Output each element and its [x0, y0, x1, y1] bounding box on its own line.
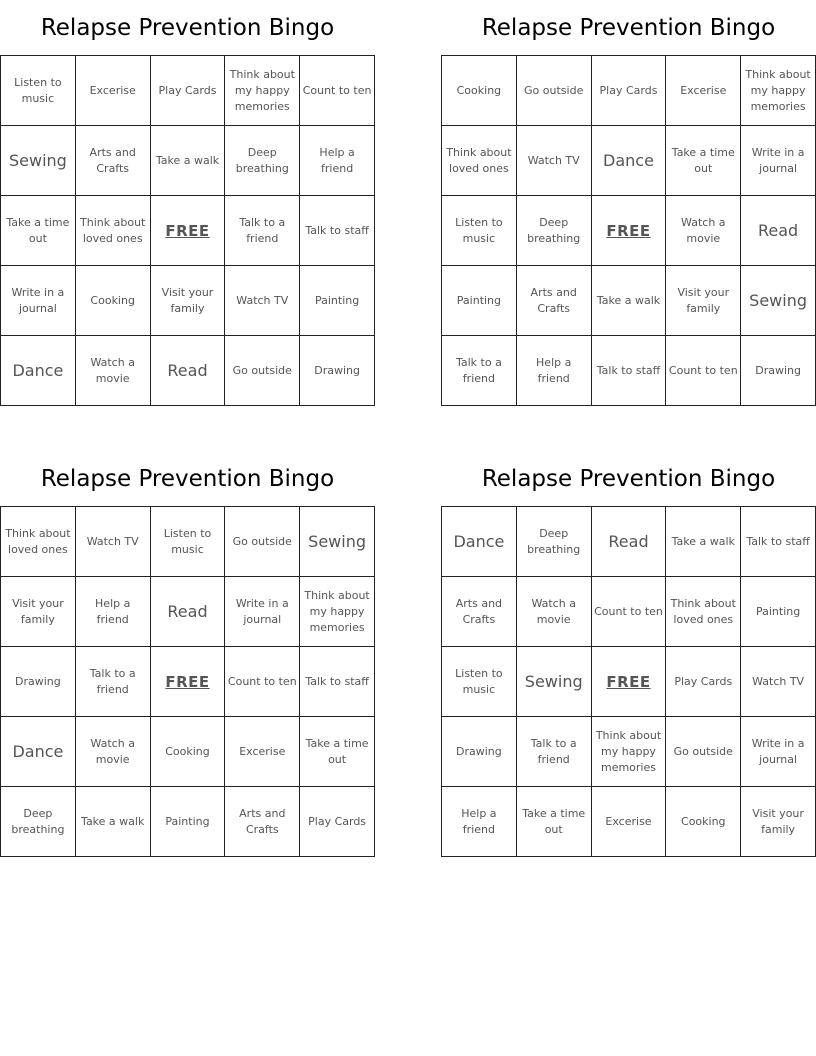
bingo-grid — [441, 506, 816, 857]
bingo-cell: Help a friend — [300, 126, 375, 196]
bingo-cell: Cooking — [151, 717, 226, 787]
free-cell: FREE — [592, 647, 667, 717]
bingo-cell: Watch TV — [225, 266, 300, 336]
card-title: Relapse Prevention Bingo — [481, 15, 776, 41]
bingo-cell: Take a time out — [517, 787, 592, 857]
bingo-cell: Take a time out — [300, 717, 375, 787]
bingo-cell: Dance — [1, 336, 76, 406]
bingo-cell: Count to ten — [300, 56, 375, 126]
bingo-cell: Take a walk — [151, 126, 226, 196]
bingo-cell: Read — [151, 577, 226, 647]
bingo-cell: Dance — [1, 717, 76, 787]
bingo-cell: Visit your family — [741, 787, 816, 857]
bingo-cell: Deep breathing — [1, 787, 76, 857]
bingo-cell: Take a time out — [1, 196, 76, 266]
bingo-cell: Talk to staff — [741, 507, 816, 577]
bingo-cell: Cooking — [442, 56, 517, 126]
bingo-cell: Go outside — [225, 507, 300, 577]
bingo-cell: Write in a journal — [225, 577, 300, 647]
bingo-cell: Play Cards — [300, 787, 375, 857]
bingo-cell: Read — [151, 336, 226, 406]
bingo-cell: Arts and Crafts — [225, 787, 300, 857]
card-title: Relapse Prevention Bingo — [481, 466, 776, 492]
bingo-cell: Deep breathing — [517, 507, 592, 577]
bingo-cell: Watch TV — [517, 126, 592, 196]
bingo-cell: Help a friend — [76, 577, 151, 647]
bingo-grid — [0, 55, 375, 406]
bingo-cell: Visit your family — [151, 266, 226, 336]
bingo-cell: Listen to music — [151, 507, 226, 577]
bingo-cell: Excerise — [666, 56, 741, 126]
bingo-cell: Cooking — [76, 266, 151, 336]
card-title: Relapse Prevention Bingo — [40, 466, 335, 492]
bingo-cell: Sewing — [1, 126, 76, 196]
bingo-cell: Painting — [442, 266, 517, 336]
bingo-cell: Drawing — [300, 336, 375, 406]
bingo-cell: Visit your family — [666, 266, 741, 336]
bingo-cell: Arts and Crafts — [442, 577, 517, 647]
bingo-cell: Think about loved ones — [76, 196, 151, 266]
bingo-cell: Read — [592, 507, 667, 577]
free-cell: FREE — [592, 196, 667, 266]
bingo-cell: Talk to a friend — [442, 336, 517, 406]
bingo-cell: Watch a movie — [76, 717, 151, 787]
bingo-cell: Help a friend — [517, 336, 592, 406]
free-cell: FREE — [151, 647, 226, 717]
bingo-cell: Think about loved ones — [442, 126, 517, 196]
bingo-cell: Think about my happy memories — [741, 56, 816, 126]
bingo-cell: Take a walk — [666, 507, 741, 577]
bingo-cell: Sewing — [300, 507, 375, 577]
bingo-cell: Go outside — [517, 56, 592, 126]
bingo-cell: Write in a journal — [1, 266, 76, 336]
bingo-cell: Take a walk — [592, 266, 667, 336]
bingo-cell: Watch a movie — [517, 577, 592, 647]
bingo-cell: Dance — [442, 507, 517, 577]
bingo-cell: Watch a movie — [76, 336, 151, 406]
bingo-cell: Help a friend — [442, 787, 517, 857]
bingo-cell: Excerise — [76, 56, 151, 126]
bingo-cell: Drawing — [1, 647, 76, 717]
bingo-cell: Write in a journal — [741, 717, 816, 787]
bingo-cell: Arts and Crafts — [517, 266, 592, 336]
bingo-cell: Sewing — [741, 266, 816, 336]
bingo-cell: Think about my happy memories — [300, 577, 375, 647]
bingo-cell: Talk to a friend — [225, 196, 300, 266]
bingo-cell: Watch a movie — [666, 196, 741, 266]
bingo-cell: Painting — [741, 577, 816, 647]
bingo-cell: Talk to a friend — [76, 647, 151, 717]
bingo-cell: Excerise — [592, 787, 667, 857]
bingo-cell: Think about loved ones — [1, 507, 76, 577]
bingo-cell: Count to ten — [225, 647, 300, 717]
bingo-cell: Take a time out — [666, 126, 741, 196]
bingo-cell: Listen to music — [442, 196, 517, 266]
bingo-cell: Listen to music — [442, 647, 517, 717]
bingo-cell: Dance — [592, 126, 667, 196]
bingo-cell: Write in a journal — [741, 126, 816, 196]
bingo-cell: Watch TV — [741, 647, 816, 717]
bingo-cell: Go outside — [666, 717, 741, 787]
bingo-grid — [0, 506, 375, 857]
bingo-cell: Talk to a friend — [517, 717, 592, 787]
bingo-cell: Go outside — [225, 336, 300, 406]
bingo-cell: Arts and Crafts — [76, 126, 151, 196]
bingo-cell: Cooking — [666, 787, 741, 857]
bingo-cell: Deep breathing — [517, 196, 592, 266]
bingo-cell: Take a walk — [76, 787, 151, 857]
bingo-cell: Count to ten — [592, 577, 667, 647]
bingo-cell: Play Cards — [666, 647, 741, 717]
bingo-cell: Drawing — [442, 717, 517, 787]
bingo-cell: Play Cards — [151, 56, 226, 126]
bingo-cell: Think about my happy memories — [225, 56, 300, 126]
bingo-cell: Visit your family — [1, 577, 76, 647]
bingo-cell: Deep breathing — [225, 126, 300, 196]
bingo-cell: Painting — [300, 266, 375, 336]
bingo-cell: Watch TV — [76, 507, 151, 577]
bingo-cell: Painting — [151, 787, 226, 857]
bingo-cell: Think about my happy memories — [592, 717, 667, 787]
bingo-cell: Talk to staff — [300, 196, 375, 266]
bingo-cell: Count to ten — [666, 336, 741, 406]
free-cell: FREE — [151, 196, 226, 266]
bingo-cell: Think about loved ones — [666, 577, 741, 647]
bingo-cell: Drawing — [741, 336, 816, 406]
bingo-cell: Talk to staff — [592, 336, 667, 406]
bingo-grid — [441, 55, 816, 406]
card-title: Relapse Prevention Bingo — [40, 15, 335, 41]
bingo-cell: Talk to staff — [300, 647, 375, 717]
bingo-cell: Excerise — [225, 717, 300, 787]
bingo-cell: Play Cards — [592, 56, 667, 126]
bingo-cell: Sewing — [517, 647, 592, 717]
bingo-cell: Read — [741, 196, 816, 266]
bingo-cell: Listen to music — [1, 56, 76, 126]
